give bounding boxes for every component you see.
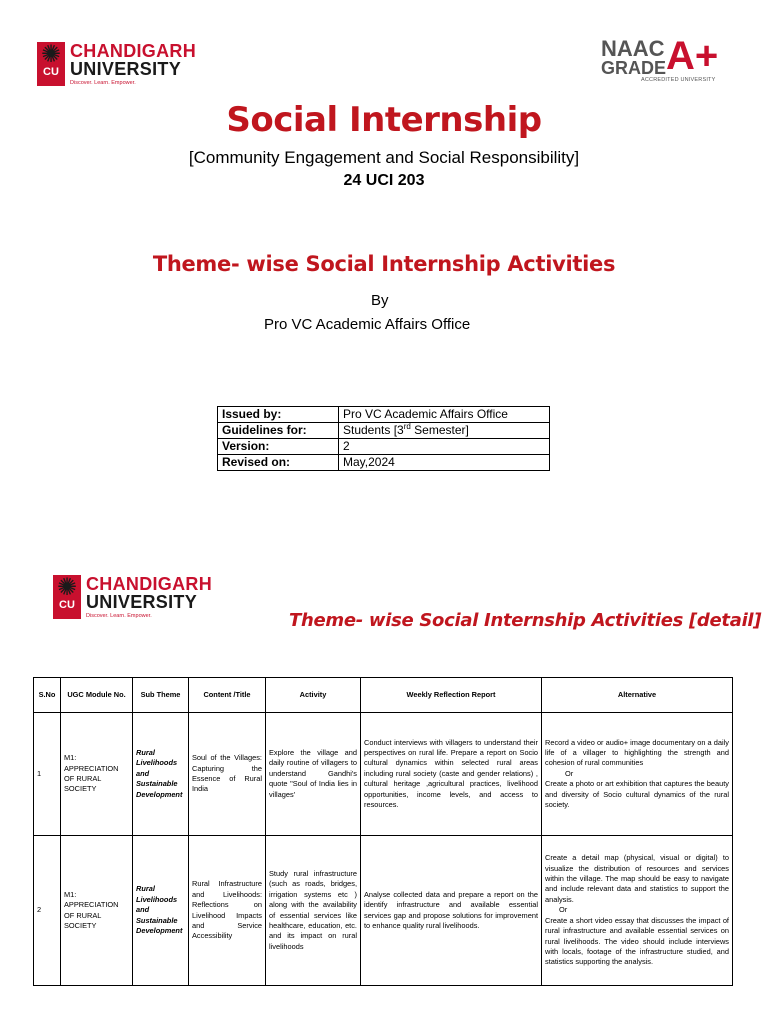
cu-emblem-icon: ✺ CU: [53, 575, 81, 619]
university-logo-2: ✺ CU CHANDIGARH UNIVERSITY Discover. Learn. Empower.: [53, 575, 212, 620]
logo-line2: UNIVERSITY: [70, 59, 182, 79]
university-logo: [37, 42, 196, 87]
table-header-row: S.No UGC Module No. Sub Theme Content /Title Activity Weekly Reflection Report Alternative: [34, 678, 733, 713]
logo-tagline: Discover. Learn. Empower.: [70, 80, 136, 86]
activities-table: [33, 677, 733, 986]
cu-emblem-icon: ✺ CU: [37, 42, 65, 86]
table-row: 2 M1: APPRECIATION OF RURAL SOCIETY Rural Livelihoods and Sustainable Development Rural Infrastructure and Livelihoods: Reflections on Livelihood Impacts and Service Accessibility Study rural infrastructure (such as roads, bridges, irrigation systems etc ) along with the availability of essential services like healthcare, education, etc. and its impact on rural livelihoods Analyse collected data and prepare a report on the identify infrastructure and available essential services gap and propose solutions for improvement to enhance quality rural livelihoods. Create a detail map (physical, visual or digital) to visualize the distribution of resources and services within the village. The map should be easy to navigate and include relevant data and statistics to support the analysis. Or Create a short video essay that discusses the impact of rural infrastructure and available essential services on rural livelihoods. The video should include interviews with locals, footage of the infrastructure studied, and statistics supporting the analysis.: [34, 836, 733, 986]
theme-heading: Theme- wise Social Internship Activities: [152, 252, 616, 276]
office-name: Pro VC Academic Affairs Office: [264, 316, 471, 333]
grade-a-plus: A+: [666, 34, 719, 78]
info-table: Issued by: Pro VC Academic Affairs Office Guidelines for: Students [3rd Semester] Version: 2 Revised on: May,2024: [217, 406, 550, 471]
page-title: Social Internship: [226, 100, 542, 140]
course-code: 24 UCI 203: [343, 172, 425, 189]
detail-heading: Theme- wise Social Internship Activities [detail]: [289, 610, 762, 631]
by-label: By: [371, 292, 389, 309]
table-row: 1 M1: APPRECIATION OF RURAL SOCIETY Rural Livelihoods and Sustainable Development Soul of the Villages: Capturing the Essence of Rural India Explore the village and daily routine of villagers to understand Gandhi's quote "Soul of India lies in villages' Conduct interviews with villagers to understand their perspectives on rural life. Prepare a report on Socio cultural dynamics within selected rural areas including rural society (caste and gender relations) , cultural heritage ,agricultural practices, livelihood opportunities, income levels, and access to resources. Record a video or audio+ image documentary on a daily life of a villager to highlighting the strength and cohesion of rural communities Or Create a photo or art exhibition that captures the beauty and diversity of Socio cultural dynamics of the rural society.: [34, 713, 733, 836]
logo-line1: CHANDIGARH: [70, 41, 196, 61]
page-subtitle: [Community Engagement and Social Responsibility]: [188, 148, 580, 167]
naac-badge: NAAC GRADE A+ ACCREDITED UNIVERSITY: [601, 34, 719, 83]
